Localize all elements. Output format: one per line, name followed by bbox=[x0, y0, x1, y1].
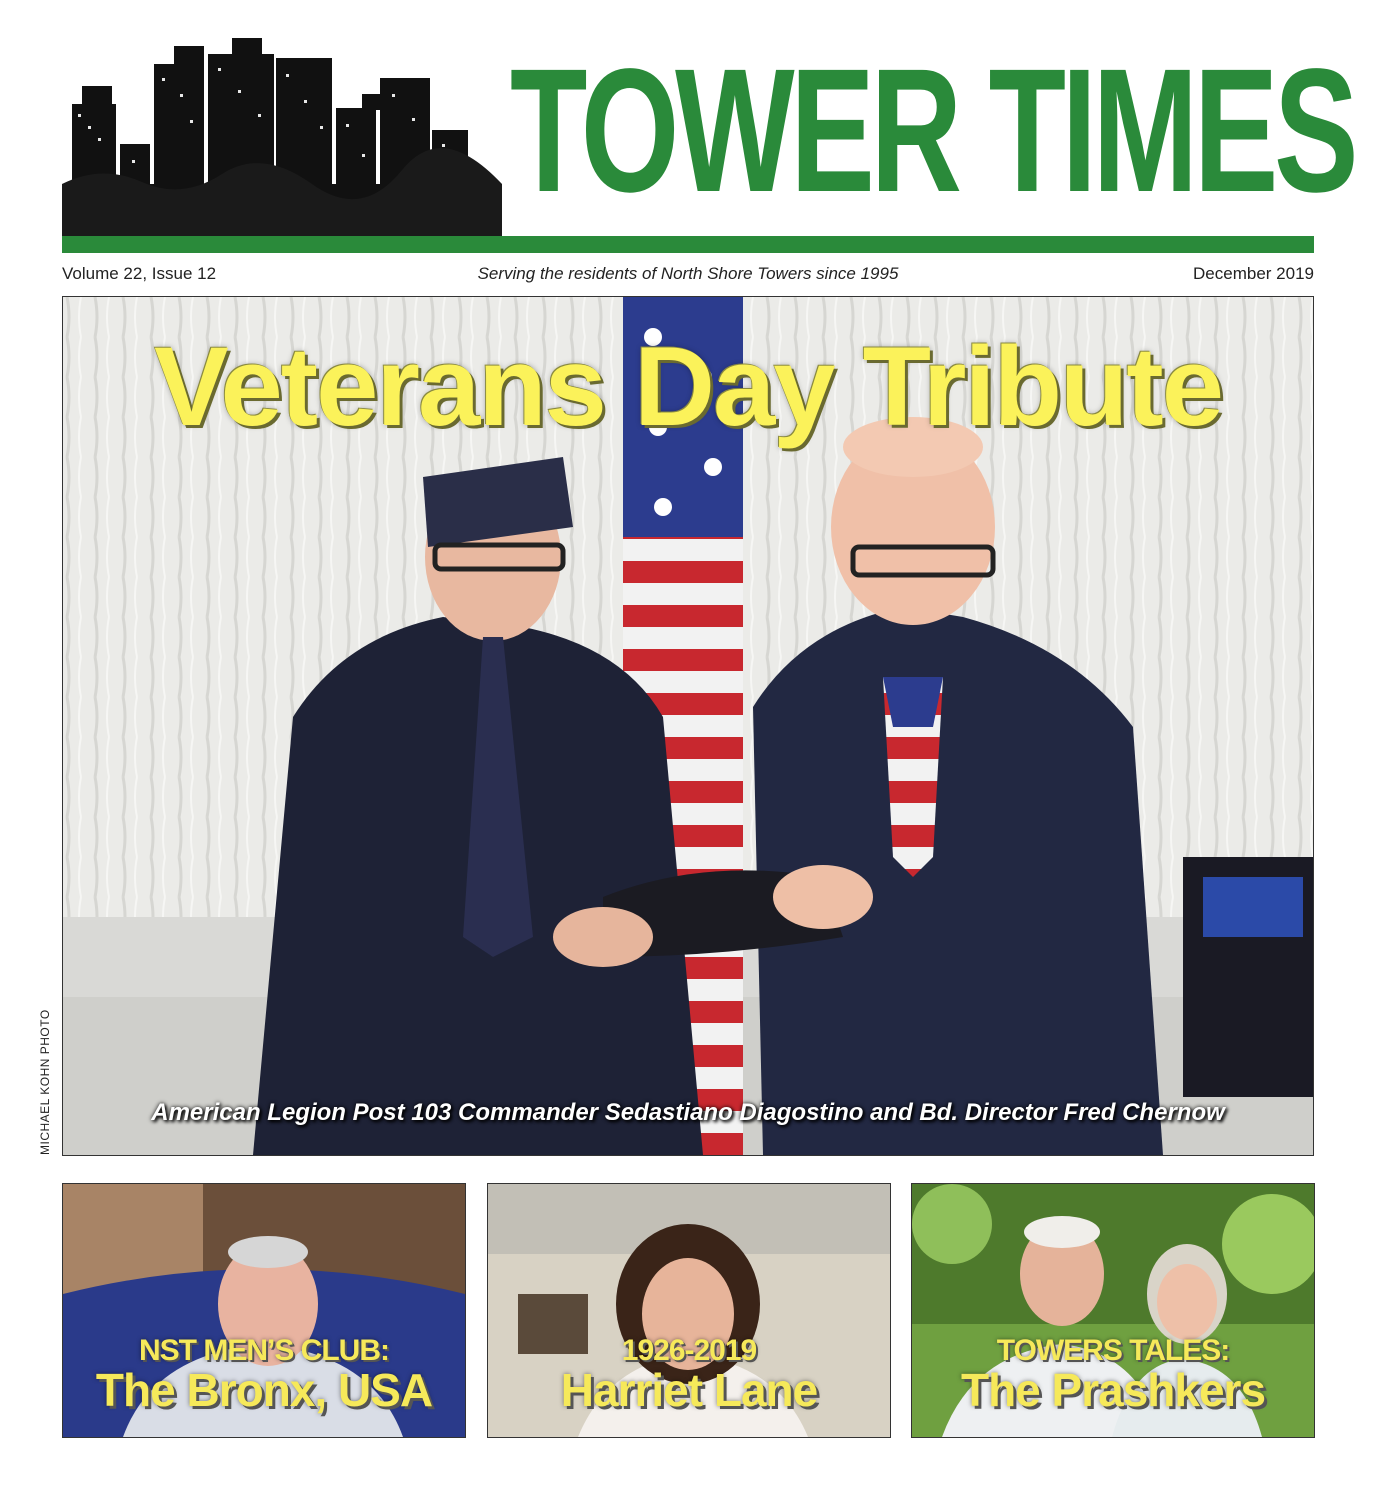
teaser-kicker: TOWERS TALES: bbox=[996, 1334, 1230, 1367]
teaser-headline: Harriet Lane bbox=[560, 1364, 818, 1416]
tagline: Serving the residents of North Shore Towers since 1995 bbox=[477, 264, 899, 283]
teaser-towers-tales[interactable] bbox=[911, 1183, 1315, 1438]
skyline-illustration bbox=[62, 34, 502, 236]
issue-info-bar bbox=[62, 264, 1314, 288]
teaser-kicker: 1926-2019 bbox=[621, 1334, 757, 1367]
cover-photo bbox=[62, 296, 1314, 1156]
teaser-harriet-lane[interactable] bbox=[487, 1183, 891, 1438]
cover-caption: American Legion Post 103 Commander Sedastiano Diagostino and Bd. Director Fred Chernow bbox=[151, 1099, 1225, 1126]
issue-date: December 2019 bbox=[1193, 264, 1314, 283]
teaser-headline: The Prashkers bbox=[960, 1364, 1266, 1416]
masthead-title: TOWER TIMES bbox=[510, 33, 1355, 229]
masthead bbox=[62, 28, 1355, 260]
teaser-kicker: NST MEN’S CLUB: bbox=[139, 1334, 389, 1367]
cover-headline: Veterans Day Tribute bbox=[153, 324, 1223, 449]
photo-credit-text: MICHAEL KOHN PHOTO bbox=[38, 1009, 52, 1155]
volume-issue: Volume 22, Issue 12 bbox=[62, 264, 217, 283]
masthead-rule bbox=[62, 236, 1314, 253]
teaser-headline: The Bronx, USA bbox=[95, 1364, 433, 1416]
teaser-mens-club[interactable] bbox=[62, 1183, 466, 1438]
